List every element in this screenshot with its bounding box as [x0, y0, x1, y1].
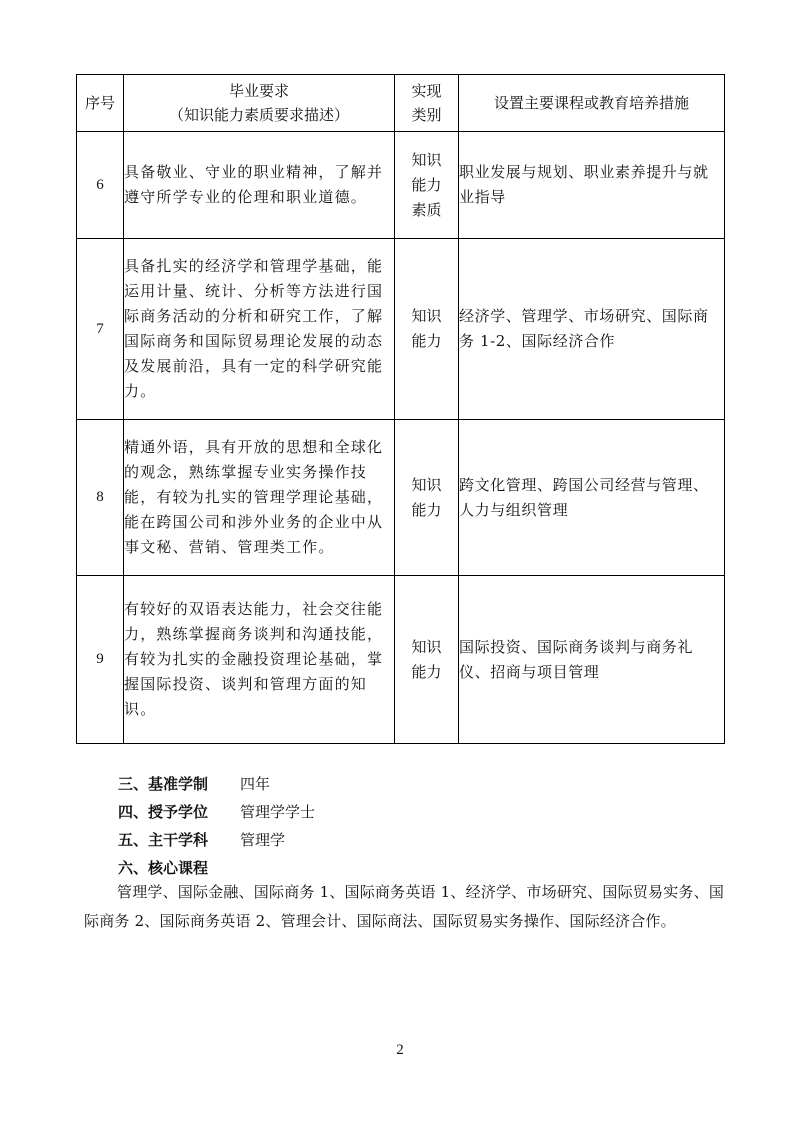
header-seq: 序号 [77, 75, 124, 132]
row-courses: 国际投资、国际商务谈判与商务礼仪、招商与项目管理 [459, 576, 725, 744]
row-description: 精通外语，具有开放的思想和全球化的观念，熟练掌握专业实务操作技能，有较为扎实的管理学理论基础，能在跨国公司和涉外业务的企业中从事文秘、营销、管理类工作。 [124, 420, 395, 576]
header-requirement-subtitle: （知识能力素质要求描述） [168, 106, 349, 124]
row-description: 具备扎实的经济学和管理学基础，能运用计量、统计、分析等方法进行国际商务活动的分析和研究工作，了解国际商务和国际贸易理论发展的动态及发展前沿，具有一定的科学研究能力。 [124, 239, 395, 420]
table-header-row [77, 75, 725, 132]
duration-line [118, 770, 315, 798]
table-row [77, 420, 725, 576]
core-courses-heading: 六、核心课程 [118, 859, 209, 877]
row-seq: 9 [77, 576, 124, 744]
header-requirement [124, 75, 395, 132]
graduation-requirements-table [76, 74, 725, 744]
row-courses: 跨文化管理、跨国公司经营与管理、人力与组织管理 [459, 420, 725, 576]
table-row [77, 132, 725, 239]
core-courses-text: 管理学、国际金融、国际商务 1、国际商务英语 1、经济学、市场研究、国际贸易实务、国际商务 2、国际商务英语 2、管理会计、国际商法、国际贸易实务操作、国际经济合作。 [84, 883, 725, 930]
discipline-line [118, 826, 315, 854]
program-info-block [118, 770, 315, 882]
page-number: 2 [396, 1042, 404, 1058]
row-description: 具备敬业、守业的职业精神，了解并遵守所学专业的伦理和职业道德。 [124, 132, 395, 239]
duration-value: 四年 [240, 775, 271, 793]
row-type: 知识能力 [395, 420, 459, 576]
discipline-heading: 五、主干学科 [118, 831, 209, 849]
header-requirement-title: 毕业要求 [228, 82, 289, 100]
row-type: 知识能力 [395, 576, 459, 744]
table-row [77, 576, 725, 744]
degree-value: 管理学学士 [240, 803, 316, 821]
row-seq: 7 [77, 239, 124, 420]
row-type: 知识能力 [395, 239, 459, 420]
row-seq: 6 [77, 132, 124, 239]
table-row [77, 239, 725, 420]
header-course: 设置主要课程或教育培养措施 [459, 75, 725, 132]
degree-heading: 四、授予学位 [118, 803, 209, 821]
header-type: 实现类别 [395, 75, 459, 132]
duration-heading: 三、基准学制 [118, 775, 209, 793]
row-courses: 经济学、管理学、市场研究、国际商务 1-2、国际经济合作 [459, 239, 725, 420]
row-seq: 8 [77, 420, 124, 576]
row-courses: 职业发展与规划、职业素养提升与就业指导 [459, 132, 725, 239]
degree-line [118, 798, 315, 826]
row-description: 有较好的双语表达能力，社会交往能力，熟练掌握商务谈判和沟通技能，有较为扎实的金融投资理论基础，掌握国际投资、谈判和管理方面的知识。 [124, 576, 395, 744]
discipline-value: 管理学 [240, 831, 286, 849]
row-type: 知识能力素质 [395, 132, 459, 239]
